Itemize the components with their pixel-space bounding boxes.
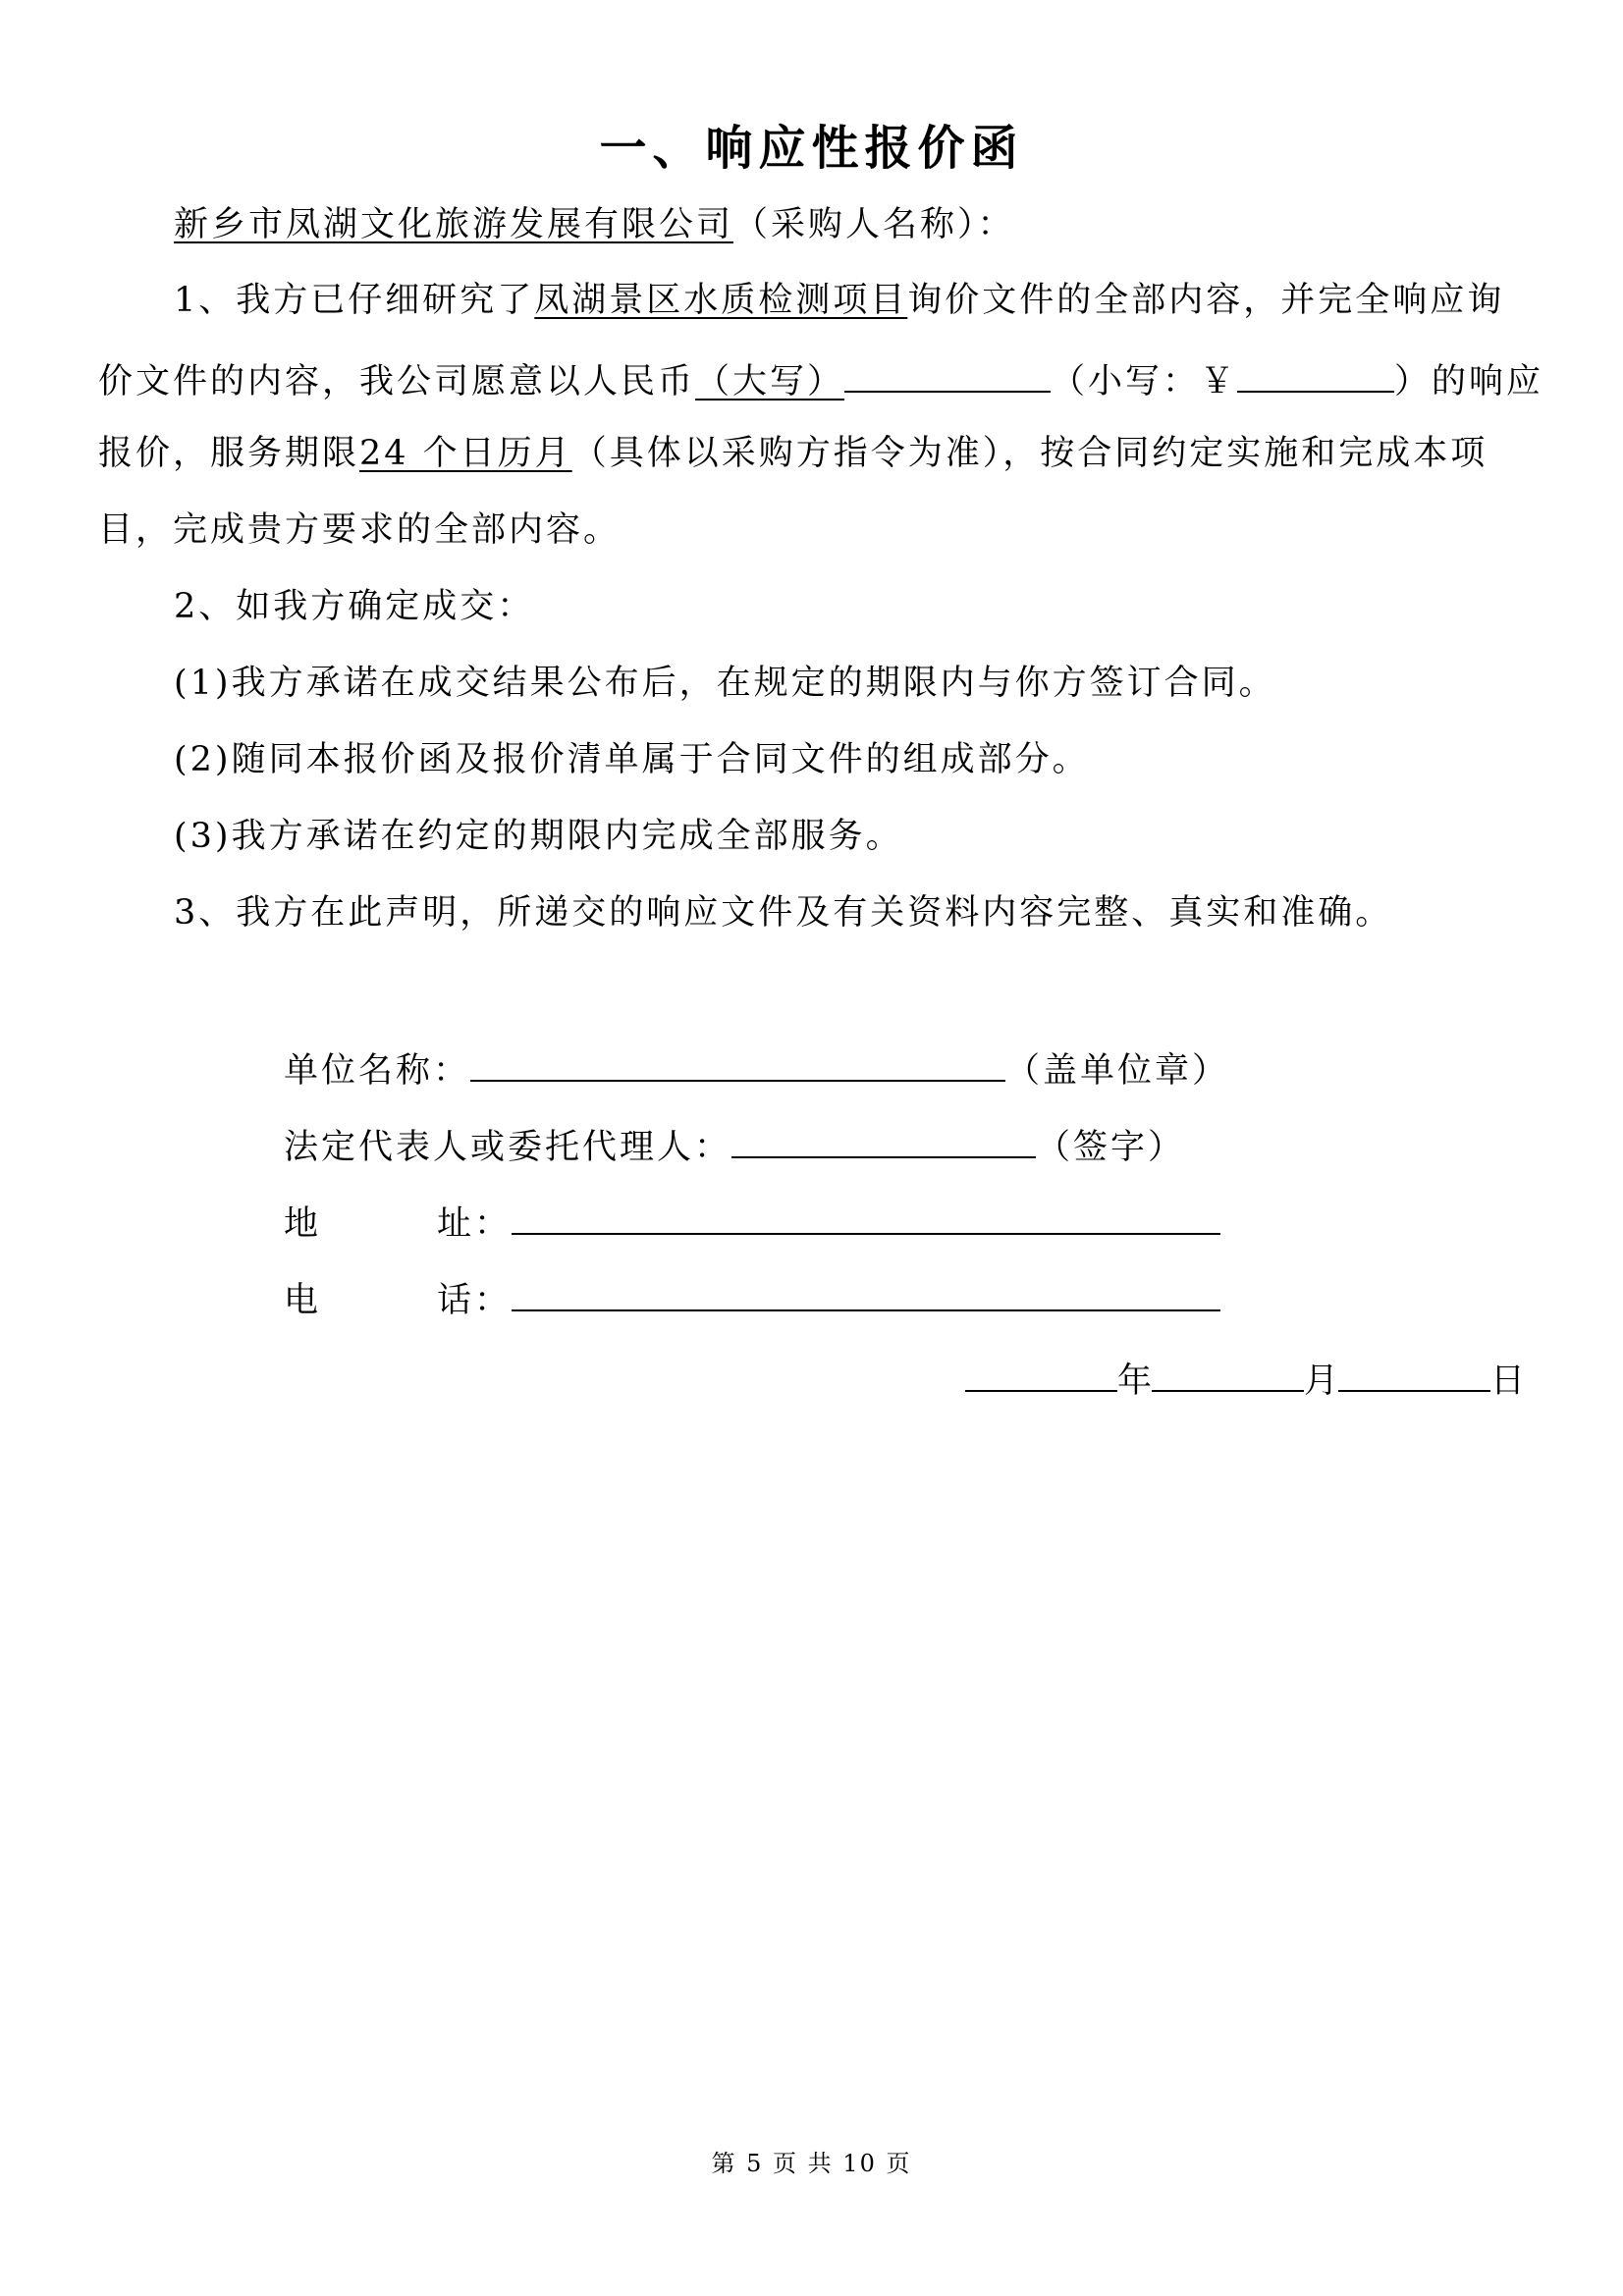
address-label-b: 址： bbox=[437, 1204, 513, 1244]
phone-row bbox=[284, 1274, 1220, 1322]
price-uppercase-blank[interactable] bbox=[844, 355, 1051, 393]
page-title: 一、响应性报价函 bbox=[599, 121, 1024, 176]
address-label-a: 地 bbox=[284, 1204, 322, 1244]
date-row bbox=[965, 1355, 1525, 1403]
clause-1-text-b: 询价文件的全部内容，并完全响应询 bbox=[907, 281, 1505, 320]
clause-1-text-e: 报价，服务期限 bbox=[98, 434, 360, 473]
clause-1-line-1 bbox=[174, 279, 1504, 322]
representative-blank[interactable] bbox=[731, 1121, 1036, 1158]
clause-2-item-2: (2)随同本报价函及报价清单属于合同文件的组成部分。 bbox=[174, 740, 1090, 779]
unit-seal-note: （盖单位章） bbox=[1005, 1051, 1230, 1091]
unit-name-blank[interactable] bbox=[470, 1044, 1005, 1082]
phone-blank[interactable] bbox=[512, 1274, 1220, 1311]
price-uppercase-label: （大写） bbox=[695, 362, 845, 401]
clause-1-text-a: 1、我方已仔细研究了 bbox=[174, 281, 535, 320]
signature-note: （签字） bbox=[1036, 1128, 1186, 1167]
clause-1-line-2 bbox=[98, 355, 1543, 403]
price-lowercase-blank[interactable] bbox=[1237, 355, 1394, 393]
clause-1-line-4: 目，完成贵方要求的全部内容。 bbox=[98, 510, 622, 550]
representative-label: 法定代表人或委托代理人： bbox=[284, 1128, 732, 1167]
unit-name-label: 单位名称： bbox=[284, 1051, 471, 1091]
address-blank[interactable] bbox=[512, 1198, 1220, 1235]
month-label: 月 bbox=[1303, 1362, 1338, 1401]
price-lowercase-label: （小写：￥ bbox=[1051, 362, 1238, 401]
unit-name-row bbox=[284, 1044, 1229, 1093]
clause-1-text-f: （具体以采购方指令为准），按合同约定实施和完成本项 bbox=[571, 434, 1488, 473]
address-row bbox=[284, 1198, 1220, 1246]
year-blank[interactable] bbox=[965, 1355, 1117, 1392]
salutation-suffix: （采购人名称）： bbox=[733, 205, 1015, 244]
page-number: 第 5 页 共 10 页 bbox=[711, 2150, 912, 2177]
phone-label-a: 电 bbox=[284, 1281, 322, 1320]
clause-1-line-3 bbox=[98, 432, 1488, 475]
day-blank[interactable] bbox=[1338, 1355, 1490, 1392]
clause-2-heading: 2、如我方确定成交： bbox=[174, 587, 535, 626]
phone-label-b: 话： bbox=[437, 1281, 513, 1320]
purchaser-name: 新乡市凤湖文化旅游发展有限公司 bbox=[174, 205, 734, 244]
project-name: 凤湖景区水质检测项目 bbox=[534, 281, 908, 320]
day-label: 日 bbox=[1489, 1362, 1525, 1401]
clause-2-item-1: (1)我方承诺在成交结果公布后，在规定的期限内与你方签订合同。 bbox=[174, 664, 1276, 703]
clause-1-text-c: 价文件的内容，我公司愿意以人民币 bbox=[98, 362, 696, 401]
clause-2-item-3: (3)我方承诺在约定的期限内完成全部服务。 bbox=[174, 817, 903, 856]
clause-3: 3、我方在此声明，所递交的响应文件及有关资料内容完整、真实和准确。 bbox=[174, 893, 1393, 933]
salutation bbox=[174, 203, 1015, 246]
representative-row bbox=[284, 1121, 1185, 1169]
month-blank[interactable] bbox=[1152, 1355, 1304, 1392]
service-period: 24 个日历月 bbox=[359, 434, 572, 473]
year-label: 年 bbox=[1116, 1362, 1152, 1401]
clause-1-text-d: ）的响应 bbox=[1394, 362, 1544, 401]
